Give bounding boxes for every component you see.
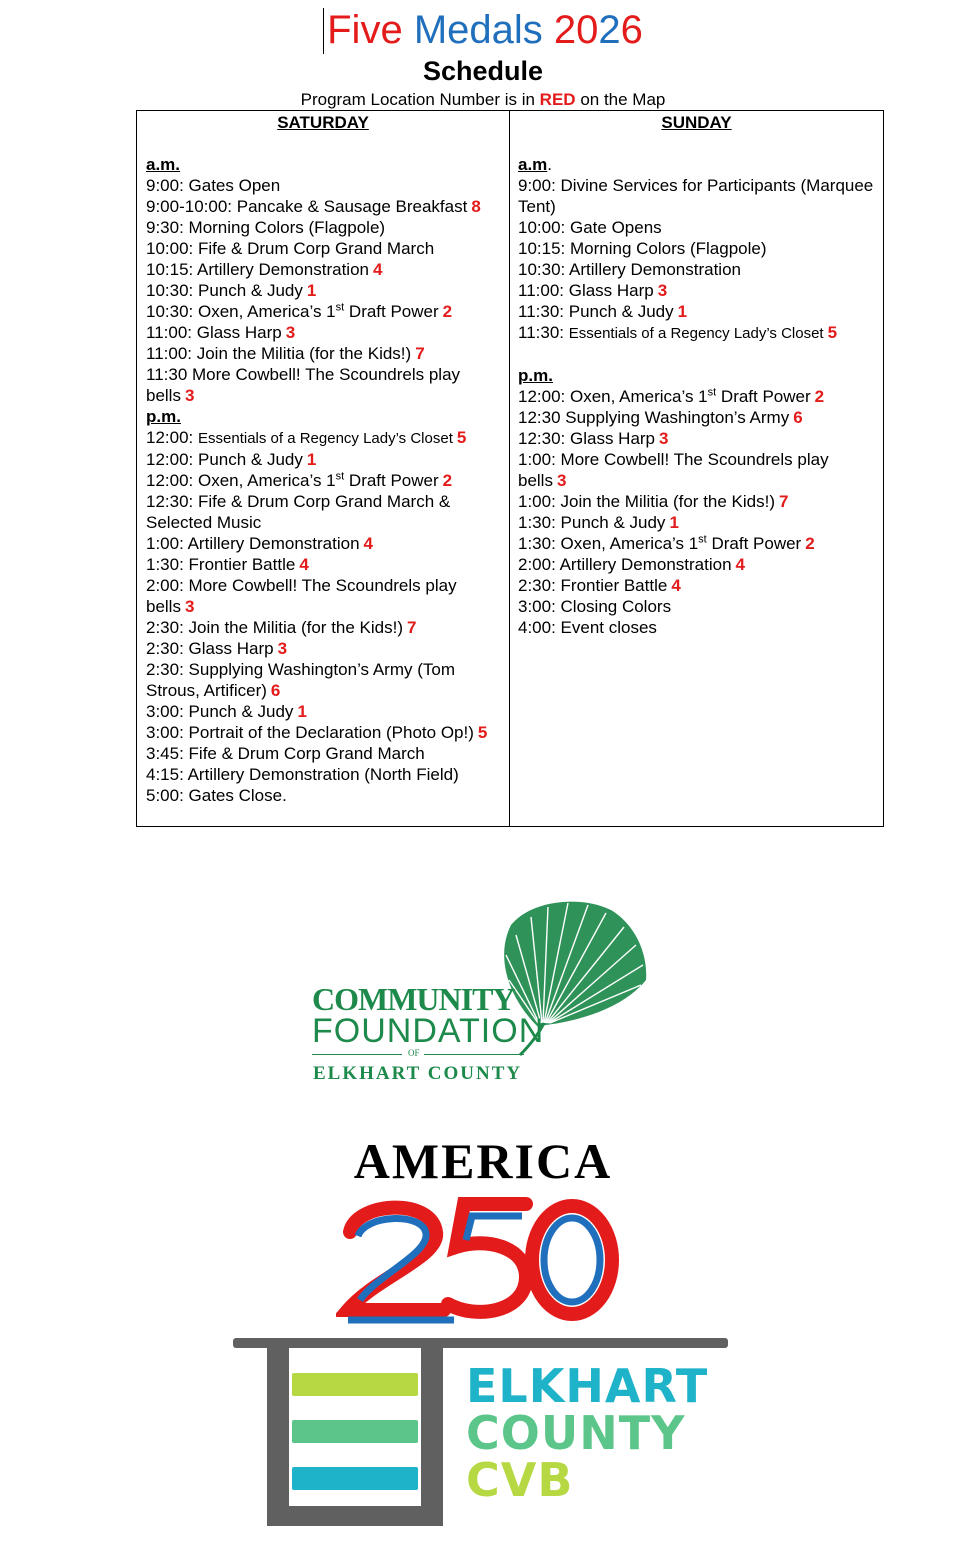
sunday-pm-list — [518, 386, 883, 638]
entry-text: 10:30: Punch & Judy — [146, 281, 303, 300]
entry-text: 11:00: Join the Militia (for the Kids!) — [146, 344, 412, 363]
entry-text: Draft Power — [716, 387, 811, 406]
schedule-entry — [146, 785, 509, 806]
schedule-entry — [518, 280, 883, 301]
schedule-entry — [146, 280, 509, 301]
entry-text: 12:00: — [146, 428, 198, 447]
community-foundation-logo — [306, 895, 656, 1090]
entry-text: 11:00: Glass Harp — [518, 281, 654, 300]
entry-text: 9:00: Gates Open — [146, 176, 281, 195]
schedule-entry — [146, 427, 509, 449]
schedule-entry — [518, 449, 883, 491]
schedule-entry — [518, 407, 883, 428]
entry-text: 12:00: Punch & Judy — [146, 450, 303, 469]
entry-text: 11:30 More Cowbell! The Scoundrels play bells — [146, 365, 461, 405]
saturday-am-label: a.m. — [146, 155, 181, 174]
location-number: 3 — [184, 386, 195, 405]
schedule-entry — [518, 533, 883, 554]
schedule-entry — [146, 491, 509, 533]
schedule-table — [136, 110, 884, 827]
entry-text: 3:45: Fife & Drum Corp Grand March — [146, 744, 425, 763]
sunday-am-suffix: . — [547, 155, 553, 174]
entry-text: 12:00: Oxen, America’s 1 — [518, 387, 708, 406]
entry-text: 1:30: Frontier Battle — [146, 555, 296, 574]
entry-text: 12:00: Oxen, America’s 1 — [146, 471, 336, 490]
schedule-entry — [518, 428, 883, 449]
location-number: 1 — [297, 702, 307, 721]
location-number: 2 — [442, 302, 453, 321]
sunday-am-label-row — [518, 154, 883, 175]
entry-text: 9:00-10:00: Pancake & Sausage Breakfast — [146, 197, 468, 216]
location-number: 4 — [735, 555, 746, 574]
america-wordmark: AMERICA — [353, 1133, 613, 1189]
schedule-entry — [518, 386, 883, 407]
location-number: 3 — [659, 429, 669, 448]
location-number: 5 — [827, 323, 838, 342]
schedule-entry — [518, 259, 883, 280]
schedule-entry — [518, 554, 883, 575]
schedule-entry — [146, 196, 509, 217]
location-number: 2 — [805, 534, 815, 553]
location-number: 3 — [184, 597, 195, 616]
entry-text: 1:00: More Cowbell! The Scoundrels play bells — [518, 450, 829, 490]
schedule-entry — [518, 617, 883, 638]
entry-text: 10:00: Gate Opens — [518, 218, 662, 237]
entry-text: 11:30: Punch & Judy — [518, 302, 674, 321]
cf-elkhart-county-text: ELKHART COUNTY — [313, 1063, 523, 1084]
title-year-2: 2 — [598, 8, 621, 52]
cf-of-divider — [312, 1048, 528, 1060]
entry-text: 2:00: Artillery Demonstration — [518, 555, 732, 574]
schedule-entry — [146, 533, 509, 554]
location-number: 4 — [363, 534, 374, 553]
schedule-entry — [146, 301, 509, 322]
entry-text: 3:00: Punch & Judy — [146, 702, 294, 721]
entry-text: 11:00: Glass Harp — [146, 323, 282, 342]
entry-text: 1:30: Oxen, America’s 1 — [518, 534, 699, 553]
location-number: 3 — [277, 639, 288, 658]
cf-of-text: OF — [408, 1048, 420, 1058]
saturday-column — [137, 111, 510, 826]
location-note — [0, 89, 966, 110]
location-number: 7 — [407, 618, 417, 637]
schedule-entry — [146, 217, 509, 238]
cf-foundation-text: FOUNDATION — [312, 1012, 545, 1050]
entry-text: 10:15: Morning Colors (Flagpole) — [518, 239, 767, 258]
entry-text: 10:15: Artillery Demonstration — [146, 260, 369, 279]
sunday-column — [510, 111, 883, 826]
entry-text-small: Essentials of a Regency Lady’s Closet — [568, 325, 824, 342]
location-number: 1 — [677, 302, 688, 321]
schedule-entry — [146, 659, 509, 701]
entry-text: 1:00: Artillery Demonstration — [146, 534, 360, 553]
entry-text: 9:30: Morning Colors (Flagpole) — [146, 218, 386, 237]
location-note-pre: Program Location Number is in — [300, 90, 535, 109]
schedule-entry — [146, 470, 509, 491]
schedule-entry — [146, 364, 509, 406]
schedule-entry — [518, 596, 883, 617]
location-number: 3 — [556, 471, 567, 490]
ribbon-250-icon — [336, 1192, 626, 1327]
saturday-pm-label: p.m. — [146, 407, 181, 426]
title-year-6: 6 — [620, 8, 643, 52]
location-number: 3 — [285, 323, 296, 342]
entry-text: Draft Power — [706, 534, 802, 553]
cvb-county-text: COUNTY — [466, 1406, 686, 1460]
entry-text: 5:00: Gates Close. — [146, 786, 287, 805]
cvb-elkhart-text: ELKHART — [466, 1359, 709, 1413]
entry-text: 1:30: Punch & Judy — [518, 513, 666, 532]
location-number: 8 — [471, 197, 481, 216]
cvb-cvb-text: CVB — [466, 1453, 574, 1507]
schedule-entry — [146, 449, 509, 470]
text-cursor — [323, 8, 324, 54]
entry-ordinal: st — [698, 533, 707, 546]
schedule-entry — [146, 764, 509, 785]
entry-text: 12:30: Fife & Drum Corp Grand March & Selected Music — [146, 492, 451, 532]
schedule-entry — [146, 175, 509, 196]
entry-text: 2:00: More Cowbell! The Scoundrels play bells — [146, 576, 457, 616]
entry-text: 11:30: — [518, 323, 569, 342]
entry-text-small: Essentials of a Regency Lady’s Closet — [198, 430, 453, 447]
location-number: 6 — [270, 681, 281, 700]
sunday-pm-label: p.m. — [518, 366, 553, 385]
schedule-entry — [146, 617, 509, 638]
entry-text: 10:30: Artillery Demonstration — [518, 260, 741, 279]
location-note-post: on the Map — [580, 90, 666, 109]
location-number: 4 — [671, 576, 681, 595]
schedule-entry — [518, 301, 883, 322]
schedule-entry — [146, 238, 509, 259]
entry-text: 1:00: Join the Militia (for the Kids!) — [518, 492, 776, 511]
title-block — [0, 6, 966, 54]
entry-text: 10:30: Oxen, America’s 1 — [146, 302, 336, 321]
location-number: 4 — [373, 260, 383, 279]
elkhart-county-cvb-logo — [230, 1336, 730, 1531]
page-title — [323, 6, 643, 54]
schedule-entry — [146, 343, 509, 364]
title-year-20: 20 — [553, 8, 599, 52]
entry-text: 3:00: Portrait of the Declaration (Photo Op!) — [146, 723, 474, 742]
entry-ordinal: st — [335, 301, 345, 314]
entry-text: 12:30: Glass Harp — [518, 429, 656, 448]
entry-text: 9:00: Divine Services for Participants (Marquee Tent) — [518, 176, 874, 216]
schedule-entry — [518, 575, 883, 596]
sunday-am-list — [518, 175, 883, 344]
entry-text: 12:30 Supplying Washington’s Army — [518, 408, 790, 427]
location-number: 7 — [415, 344, 425, 363]
entry-ordinal: st — [335, 470, 345, 483]
location-number: 2 — [814, 387, 825, 406]
schedule-entry — [146, 554, 509, 575]
title-five: Five — [327, 8, 414, 52]
schedule-heading: Schedule — [422, 56, 544, 86]
entry-text: 2:30: Glass Harp — [146, 639, 274, 658]
entry-text: 3:00: Closing Colors — [518, 597, 672, 616]
title-medals: Medals — [413, 8, 554, 52]
entry-text: 2:30: Frontier Battle — [518, 576, 668, 595]
cf-community-text: COMMUNITY — [312, 981, 515, 1017]
schedule-entry — [146, 722, 509, 743]
schedule-entry — [518, 217, 883, 238]
schedule-entry — [146, 743, 509, 764]
entry-text: 2:30: Join the Militia (for the Kids!) — [146, 618, 404, 637]
entry-ordinal: st — [707, 386, 717, 399]
entry-text: Draft Power — [344, 471, 439, 490]
america-250-logo — [336, 1192, 626, 1327]
schedule-entry — [146, 701, 509, 722]
location-note-red: RED — [539, 90, 576, 109]
schedule-entry — [146, 638, 509, 659]
entry-text: 4:15: Artillery Demonstration (North Field) — [146, 765, 459, 784]
saturday-am-list — [146, 175, 509, 406]
location-number: 1 — [306, 450, 317, 469]
location-number: 6 — [793, 408, 803, 427]
entry-text: 4:00: Event closes — [518, 618, 657, 637]
location-number: 5 — [456, 428, 467, 447]
location-number: 3 — [657, 281, 668, 300]
location-number: 1 — [306, 281, 317, 300]
schedule-entry — [146, 575, 509, 617]
schedule-entry — [146, 259, 509, 280]
saturday-heading: SATURDAY — [277, 113, 369, 132]
entry-text: 2:30: Supplying Washington’s Army (Tom Strous, Artificer) — [146, 660, 455, 700]
location-number: 1 — [669, 513, 679, 532]
schedule-entry — [518, 512, 883, 533]
location-number: 7 — [779, 492, 789, 511]
schedule-entry — [518, 322, 883, 344]
schedule-entry — [146, 322, 509, 343]
entry-text: 10:00: Fife & Drum Corp Grand March — [146, 239, 435, 258]
location-number: 4 — [299, 555, 309, 574]
schedule-entry — [518, 238, 883, 259]
sunday-heading: SUNDAY — [661, 113, 732, 132]
schedule-entry — [518, 491, 883, 512]
schedule-entry — [518, 175, 883, 217]
entry-text: Draft Power — [344, 302, 439, 321]
location-number: 2 — [442, 471, 453, 490]
sunday-am-label: a.m — [518, 155, 548, 174]
location-number: 5 — [477, 723, 488, 742]
saturday-pm-list — [146, 427, 509, 806]
